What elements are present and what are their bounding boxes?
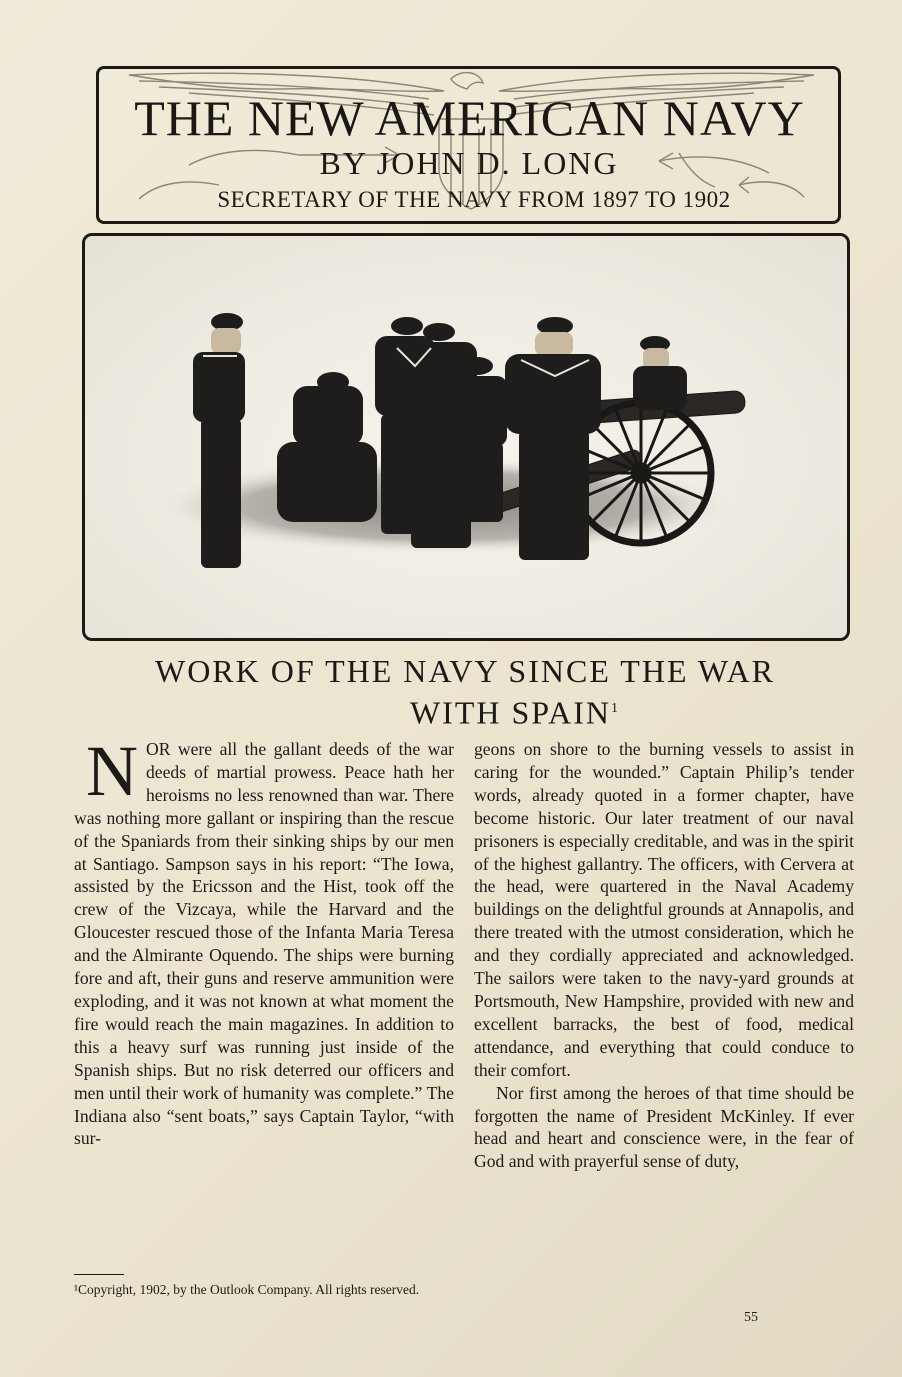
drop-cap: N bbox=[86, 731, 138, 811]
article-title-line1: WORK OF THE NAVY SINCE THE WAR bbox=[154, 653, 776, 689]
paragraph bbox=[74, 731, 454, 1150]
footnote-marker: 1 bbox=[611, 701, 621, 716]
right-column-text: geons on shore to the burning vessels to assist in caring for the wounded.” Captain Philip’s tender words, already quoted in a former chapter, have become historic. Our later treatment of our naval prisoners is especially creditable, and was in the spirit of the highest gallantry. The officers, with Cervera at the head, were quartered in the Naval Academy buildings on the delightful grounds at Annapolis, and there treated with the utmost consideration, which he and they cordially appreciated and acknowledged. The sailors were taken to the navy-yard grounds at Portsmouth, New Hampshire, provided with new and excellent barracks, the best of food, medical attendance, and everything that could conduce to their comfort. bbox=[474, 739, 854, 1080]
footnote: ¹Copyright, 1902, by the Outlook Company. All rights reserved. bbox=[74, 1282, 420, 1297]
right-column-text-2: Nor first among the heroes of that time should be forgotten the name of President McKinley. If ever head and heart and conscience were, in the fear of God and with prayerful sense of duty, bbox=[474, 1082, 854, 1172]
page-number: 55 bbox=[744, 1310, 758, 1325]
left-column-text: OR were all the gallant deeds of the war deeds of martial prowess. Peace hath her heroisms no less renowned than war. There was nothing more gallant or inspiring than the rescue of the Spaniards from their sinking ships by our men at Santiago. Sampson says in his report: “The Iowa, assisted by the Ericsson and the Hist, took off the crew of the Vizcaya, while the Harvard and the Gloucester rescued those of the Infanta Maria Teresa and the Almirante Oquendo. The ships were burning fore and aft, their guns and reserve ammunition were exploding, and it was not known at what moment the fire would reach the main magazines. In addition to this a heavy surf was running just inside of the Spanish ships. But no risk deterred our officers and men until their work of humanity was complete.” The Indiana also “sent boats,” says Captain Taylor, “with sur- bbox=[74, 739, 454, 1149]
article-title-line2-text: WITH SPAIN bbox=[409, 694, 612, 731]
article-title bbox=[60, 652, 870, 732]
byline: BY JOHN D. LONG bbox=[319, 145, 619, 181]
left-column bbox=[74, 731, 454, 1150]
author-subtitle: SECRETARY OF THE NAVY FROM 1897 TO 1902 bbox=[217, 187, 731, 212]
title-box bbox=[96, 66, 841, 224]
photograph bbox=[82, 233, 850, 641]
article-title-line2 bbox=[60, 690, 870, 732]
main-title: THE NEW AMERICAN NAVY bbox=[134, 90, 805, 146]
footnote-rule bbox=[74, 1274, 124, 1275]
sailors-field-gun-photo bbox=[85, 236, 847, 638]
right-column bbox=[474, 738, 854, 1173]
